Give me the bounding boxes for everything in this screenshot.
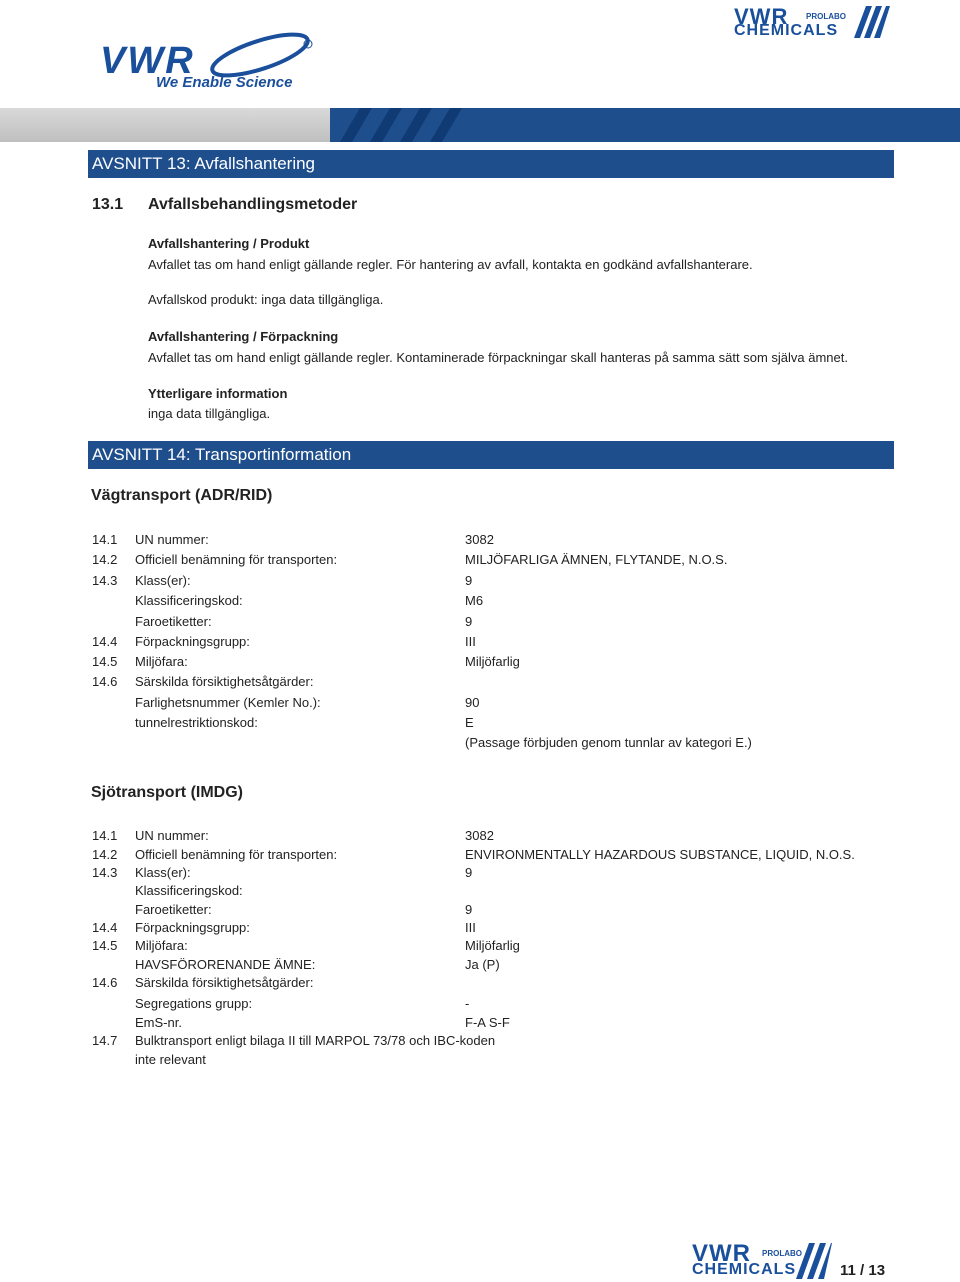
row-number: 14.2 [92,847,118,862]
road-transport-heading: Vägtransport (ADR/RID) [91,487,273,504]
row-label: Förpackningsgrupp: [135,634,250,649]
row-label: EmS-nr. [135,1015,182,1030]
row-label: Faroetiketter: [135,614,212,629]
row-label: Särskilda försiktighetsåtgärder: [135,975,314,990]
row-label: UN nummer: [135,828,209,843]
row-value: 9 [465,902,473,917]
chem-logo-stripes-icon [854,6,890,38]
row-value: 9 [465,614,473,629]
footer-logo-stripes-icon [796,1243,832,1279]
extra-info-heading: Ytterligare information [148,386,288,401]
row-number: 14.2 [92,552,118,567]
row-number: 14.7 [92,1033,118,1048]
row-value: 3082 [465,828,494,843]
page-number: 11 / 13 [840,1262,886,1279]
row-value: E [465,715,474,730]
row-value: Miljöfarlig [465,938,520,953]
row-value: 3082 [465,532,494,547]
row-label: UN nummer: [135,532,209,547]
vwr-logo: VWR [100,40,195,82]
waste-packaging-heading: Avfallshantering / Förpackning [148,329,339,344]
row-value: F-A S-F [465,1015,510,1030]
chem-logo-vwr: VWR [734,4,789,29]
row-value: 9 [465,573,473,588]
row-number: 14.4 [92,920,118,935]
row-label: Klassificeringskod: [135,593,243,608]
row-label: inte relevant [135,1052,206,1067]
subsection-13-1-title: Avfallsbehandlingsmetoder [148,196,358,213]
footer-logo-chemicals: CHEMICALS [692,1261,797,1278]
row-label: Miljöfara: [135,938,188,953]
row-value: III [465,920,476,935]
row-value: III [465,634,476,649]
extra-info-text: inga data tillgängliga. [148,406,271,421]
row-number: 14.3 [92,865,118,880]
section-14-title: AVSNITT 14: Transportinformation [88,441,894,469]
vwr-tagline: We Enable Science [156,74,293,91]
row-value: Miljöfarlig [465,654,520,669]
row-number: 14.6 [92,975,118,990]
chem-logo-chemicals: CHEMICALS [734,22,839,39]
row-value: M6 [465,593,484,608]
row-value: 9 [465,865,473,880]
subsection-13-1-num: 13.1 [92,196,124,213]
row-value: MILJÖFARLIGA ÄMNEN, FLYTANDE, N.O.S. [465,552,728,567]
row-label: Bulktransport enligt bilaga II till MARPOL 73/78 och IBC-koden [135,1033,496,1048]
vwr-swoosh-icon [205,30,315,80]
row-label: Miljöfara: [135,654,188,669]
row-number: 14.1 [92,828,118,843]
row-label: Klassificeringskod: [135,883,243,898]
row-label: tunnelrestriktionskod: [135,715,258,730]
row-value: ENVIRONMENTALLY HAZARDOUS SUBSTANCE, LIQUID, N.O.S. [465,847,855,862]
row-number: 14.5 [92,654,118,669]
row-label: Officiell benämning för transporten: [135,552,338,567]
row-label: Faroetiketter: [135,902,212,917]
row-label: Klass(er): [135,865,191,880]
footer-logo-vwr: VWR [692,1240,751,1267]
row-number: 14.6 [92,674,118,689]
waste-packaging-text: Avfallet tas om hand enligt gällande regler. Kontaminerade förpackningar skall hanteras på samma sätt som själva ämnet. [148,350,848,365]
section-13-title: AVSNITT 13: Avfallshantering [88,150,894,178]
row-label: Officiell benämning för transporten: [135,847,338,862]
row-label: Förpackningsgrupp: [135,920,250,935]
row-value: Ja (P) [465,957,500,972]
waste-product-text: Avfallet tas om hand enligt gällande regler. För hantering av avfall, kontakta en godkänd avfallshanterare. [148,257,753,272]
footer-logo-prolabo: PROLABO [762,1249,802,1258]
waste-product-heading: Avfallshantering / Produkt [148,236,310,251]
row-label: HAVSFÖRORENANDE ÄMNE: [135,957,316,972]
row-number: 14.4 [92,634,118,649]
row-label: Farlighetsnummer (Kemler No.): [135,695,321,710]
row-number: 14.1 [92,532,118,547]
row-value: (Passage förbjuden genom tunnlar av kategori E.) [465,735,752,750]
row-label: Segregations grupp: [135,996,253,1011]
waste-product-code: Avfallskod produkt: inga data tillgängliga. [148,292,384,307]
row-value: - [465,996,470,1011]
row-value: 90 [465,695,480,710]
row-label: Särskilda försiktighetsåtgärder: [135,674,314,689]
header-chevrons-icon [330,108,490,142]
sea-transport-heading: Sjötransport (IMDG) [91,784,243,801]
row-number: 14.5 [92,938,118,953]
row-label: Klass(er): [135,573,191,588]
chem-logo-prolabo: PROLABO [806,12,846,21]
row-number: 14.3 [92,573,118,588]
